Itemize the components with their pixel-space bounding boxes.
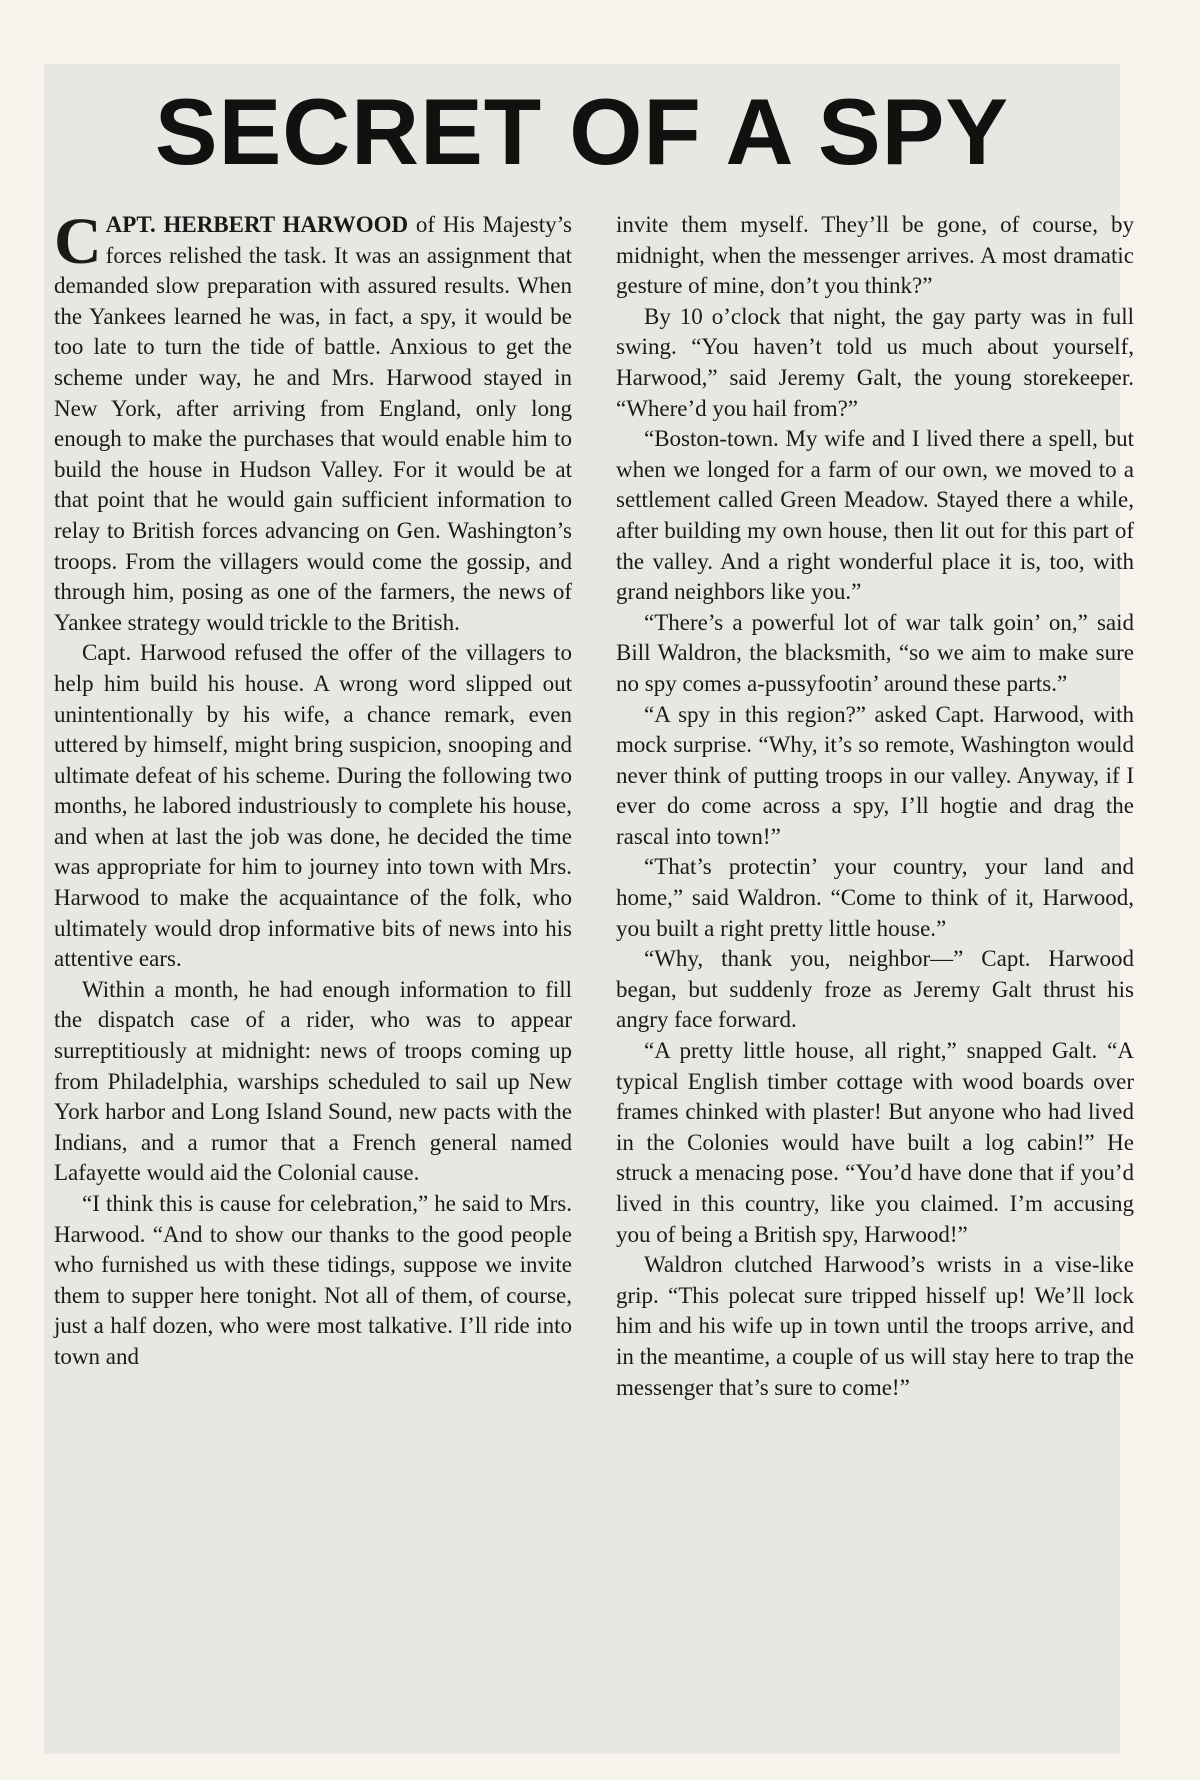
paragraph: “Why, thank you, neighbor—” Capt. Harwood began, but suddenly froze as Jeremy Galt thrust his angry face forward.: [616, 946, 1134, 1033]
paragraph: Waldron clutched Harwood’s wrists in a vise-like grip. “This polecat sure tripped hisself up! We’ll lock him and his wife up in town until the troops arrive, and in the meantime, a couple of us will stay here to trap the messenger that’s sure to come!”: [616, 1252, 1134, 1400]
paragraph: “That’s protectin’ your country, your land and home,” said Waldron. “Come to think of it, Harwood, you built a right pretty little house.”: [616, 854, 1134, 941]
drop-cap: C: [54, 205, 102, 278]
paragraph: By 10 o’clock that night, the gay party was in full swing. “You haven’t told us much about yourself, Harwood,” said Jeremy Galt, the young storekeeper. “Where’d you hail from?”: [616, 303, 1134, 421]
story-title: SECRET OF A SPY: [154, 79, 1010, 184]
paragraph: “There’s a powerful lot of war talk goin’ on,” said Bill Waldron, the blacksmith, “so we aim to make sure no spy comes a-pussyfootin’ around these parts.”: [616, 609, 1134, 696]
paragraph: “A pretty little house, all right,” snapped Galt. “A typical English timber cottage with wood boards over frames chinked with plaster! But anyone who had lived in the Colonies would have built a log cabin!” He struck a menacing pose. “You’d have done that if you’d lived in this country, like you claimed. I’m accusing you of being a British spy, Harwood!”: [616, 1038, 1134, 1247]
left-column: [54, 205, 572, 1373]
right-column: [616, 210, 1134, 1403]
paragraph: Capt. Harwood refused the offer of the villagers to help him build his house. A wrong word slipped out unintentionally by his wife, a chance remark, even uttered by himself, might bring suspicion, snooping and ultimate defeat of his scheme. During the following two months, he labored industriously to complete his house, and when at last the job was done, he decided the time was appropriate for him to journey into town with Mrs. Harwood to make the acquaintance of the folk, who ultimately would drop informative bits of news into his attentive ears.: [54, 640, 572, 972]
opening-text: of His Majesty’s forces relished the task. It was an assignment that demanded slow preparation with assured results. When the Yankees learned he was, in fact, a spy, it would be too late to turn the tide of battle. Anxious to get the scheme under way, he and Mrs. Harwood stayed in New York, after arriving from England, only long enough to make the purchases that would enable him to build the house in Hudson Valley. For it would be at that point that he would gain sufficient information to relay to British forces advancing on Gen. Washington’s troops. From the villagers would come the gossip, and through him, posing as one of the farmers, the news of Yankee strategy would trickle to the British.: [54, 212, 572, 635]
opening-lead: APT. HERBERT HARWOOD: [105, 212, 409, 237]
paragraph-continued: invite them myself. They’ll be gone, of course, by midnight, when the messenger arrives. A most dramatic gesture of mine, don’t you think?”: [616, 212, 1134, 299]
paragraph: Within a month, he had enough information to fill the dispatch case of a rider, who was to appear surreptitiously at midnight: news of troops coming up from Philadelphia, warships scheduled to sail up New York harbor and Long Island Sound, new pacts with the Indians, and a rumor that a French general named Lafayette would aid the Colonial cause.: [54, 976, 572, 1186]
paragraph: “I think this is cause for celebration,” he said to Mrs. Harwood. “And to show our thanks to the good people who furnished us with these tidings, suppose we invite them to supper here tonight. Not all of them, of course, just a half dozen, who were most talkative. I’ll ride into town and: [54, 1191, 572, 1369]
paragraph-opening: [54, 205, 572, 638]
paragraph: “A spy in this region?” asked Capt. Harwood, with mock surprise. “Why, it’s so remote, Washington would never think of putting troops in our valley. Anyway, if I ever do come across a spy, I’ll hogtie and drag the rascal into town!”: [616, 701, 1134, 849]
paragraph: “Boston-town. My wife and I lived there a spell, but when we longed for a farm of our own, we moved to a settlement called Green Meadow. Stayed there a while, after building my own house, then lit out for this part of the valley. And a right wonderful place it is, too, with grand neighbors like you.”: [616, 426, 1134, 605]
